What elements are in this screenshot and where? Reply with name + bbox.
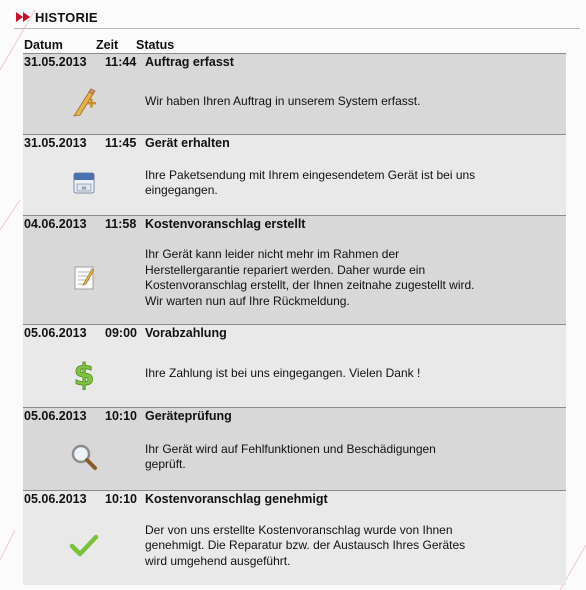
entry-title: Kostenvoranschlag erstellt — [145, 217, 306, 231]
section-title: HISTORIE — [35, 9, 98, 25]
entry-description-line: Herstellergarantie repariert werden. Daher wurde ein — [145, 262, 426, 277]
entry-description-line: geprüft. — [145, 457, 186, 471]
column-header-date: Datum — [24, 38, 63, 52]
entry-date: 31.05.2013 — [24, 55, 87, 69]
entry-date: 05.06.2013 — [24, 409, 87, 423]
double-arrow-icon — [16, 12, 32, 22]
dollar-icon — [72, 358, 96, 390]
pencil-plus-icon — [70, 87, 98, 117]
notepad-icon — [70, 263, 98, 293]
entry-description-line: Ihr Gerät kann leider nicht mehr im Rahmen der — [145, 247, 400, 261]
entry-time: 11:58 — [105, 217, 137, 231]
history-entry — [23, 490, 566, 585]
entry-description-line: Der von uns erstellte Kostenvoranschlag wurde von Ihnen — [145, 522, 453, 537]
history-entry — [23, 134, 566, 215]
entry-title: Auftrag erfasst — [145, 55, 234, 69]
entry-title: Gerät erhalten — [145, 136, 230, 150]
entry-description-line: genehmigt. Die Reparatur bzw. der Austausch Ihres Gerätes — [145, 538, 466, 553]
entry-description-line: Ihre Zahlung ist bei uns eingegangen. Vielen Dank ! — [145, 366, 421, 381]
entry-time: 10:10 — [105, 409, 137, 423]
column-header-time: Zeit — [96, 38, 119, 52]
entry-description-line: Wir warten nun auf Ihre Rückmeldung. — [145, 293, 350, 308]
entry-description-line: Ihr Gerät wird auf Fehlfunktionen und Beschädigungen — [145, 441, 436, 456]
entry-description-line: Ihre Paketsendung mit Ihrem eingesendetem Gerät ist bei uns — [145, 167, 476, 182]
entry-time: 11:44 — [105, 55, 137, 69]
entry-title: Geräteprüfung — [145, 409, 232, 423]
column-headers — [14, 36, 580, 52]
magnifier-icon — [69, 442, 99, 472]
entry-time: 09:00 — [105, 326, 137, 340]
entry-date: 05.06.2013 — [24, 492, 87, 506]
svg-text:IN: IN — [81, 185, 87, 191]
history-entry — [23, 324, 566, 407]
entry-description-line: Kostenvoranschlag erstellt, der Ihnen zeitnahe zugestellt wird. — [145, 278, 475, 292]
entry-date: 04.06.2013 — [24, 217, 87, 231]
entry-time: 10:10 — [105, 492, 137, 506]
entry-description-line: eingegangen. — [145, 183, 218, 197]
column-header-status: Status — [136, 38, 175, 52]
entry-description-line: Wir haben Ihren Auftrag in unserem System erfasst. — [145, 94, 421, 109]
history-entry — [23, 215, 566, 324]
entry-title: Kostenvoranschlag genehmigt — [145, 492, 328, 506]
entry-description-line: wird umgehend ausgeführt. — [145, 553, 291, 568]
history-list — [14, 53, 580, 585]
entry-date: 05.06.2013 — [24, 326, 87, 340]
history-entry — [23, 407, 566, 490]
history-entry — [23, 53, 566, 134]
svg-text:$: $ — [73, 358, 95, 390]
entry-date: 31.05.2013 — [24, 136, 87, 150]
history-panel — [14, 6, 580, 584]
entry-time: 11:45 — [105, 136, 137, 150]
inbox-tray-icon — [70, 170, 98, 196]
section-header — [14, 6, 580, 29]
entry-title: Vorabzahlung — [145, 326, 227, 340]
checkmark-icon — [69, 533, 99, 559]
